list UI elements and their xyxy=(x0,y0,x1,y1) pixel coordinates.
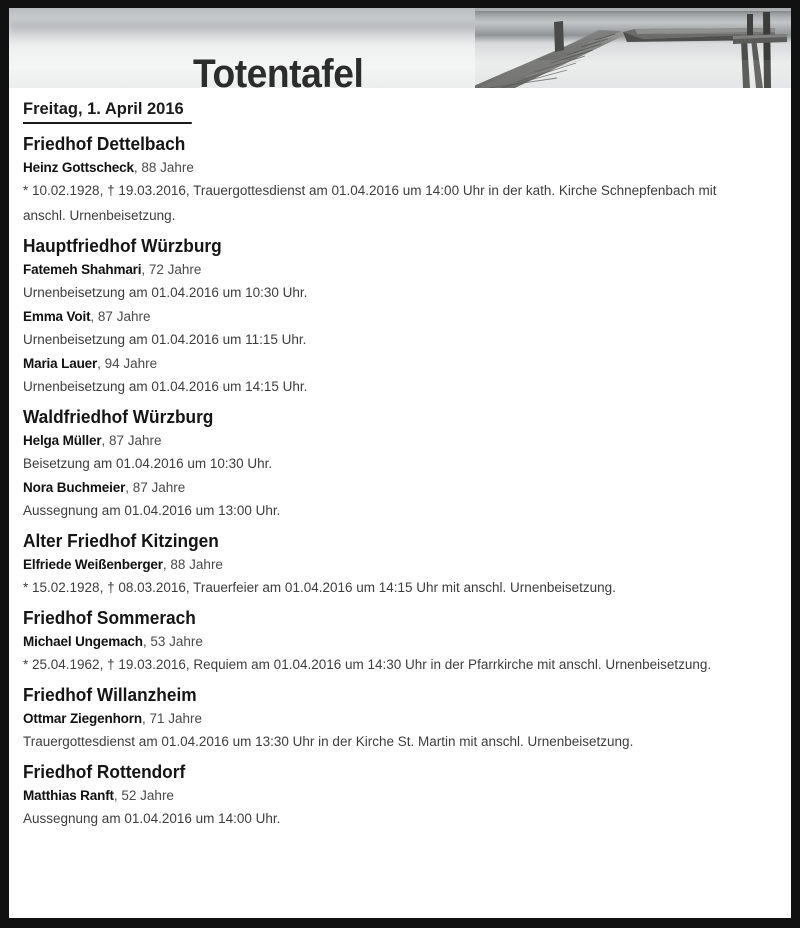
deceased-age: , 87 Jahre xyxy=(125,480,186,495)
entry-person-line xyxy=(23,554,777,575)
obituary-entry xyxy=(23,430,777,476)
date-heading-wrapper xyxy=(23,98,777,126)
entry-detail-line: Trauergottesdienst am 01.04.2016 um 13:30 Uhr in der Kirche St. Martin mit anschl. Urnenbeisetzung. xyxy=(23,734,634,749)
cemetery-section xyxy=(23,133,777,228)
obituary-entry xyxy=(23,353,777,399)
cemetery-name: Hauptfriedhof Würzburg xyxy=(23,236,222,256)
obituary-entry xyxy=(23,477,777,523)
obituary-entry xyxy=(23,631,777,677)
obituary-entry xyxy=(23,157,777,228)
deceased-name: Nora Buchmeier xyxy=(23,480,126,495)
page-banner xyxy=(9,8,791,88)
deceased-age: , 88 Jahre xyxy=(133,160,194,175)
wooden-dock-lake-photo xyxy=(475,8,791,88)
entry-person-line xyxy=(23,306,777,327)
deceased-name: Matthias Ranft xyxy=(23,788,114,803)
entry-detail-line: Aussegnung am 01.04.2016 um 13:00 Uhr. xyxy=(23,503,281,518)
entry-person-line xyxy=(23,430,777,451)
deceased-name: Maria Lauer xyxy=(23,356,98,371)
entry-person-line xyxy=(23,259,777,280)
deceased-age: , 72 Jahre xyxy=(141,262,202,277)
entry-detail-line: * 25.04.1962, † 19.03.2016, Requiem am 01.04.2016 um 14:30 Uhr in der Pfarrkirche mit anschl. Urnenbeisetzung. xyxy=(23,657,712,672)
cemetery-name: Friedhof Willanzheim xyxy=(23,685,197,705)
obituary-list xyxy=(9,88,791,918)
entry-detail-line: Urnenbeisetzung am 01.04.2016 um 10:30 Uhr. xyxy=(23,285,308,300)
deceased-age: , 94 Jahre xyxy=(97,356,158,371)
obituary-entry xyxy=(23,708,777,754)
cemetery-name: Alter Friedhof Kitzingen xyxy=(23,531,219,551)
page-sheet xyxy=(9,8,791,918)
cemetery-name: Friedhof Sommerach xyxy=(23,608,196,628)
entry-person-line xyxy=(23,631,777,652)
entry-person-line xyxy=(23,157,777,178)
cemetery-section xyxy=(23,406,777,523)
cemetery-section xyxy=(23,607,777,677)
entry-person-line xyxy=(23,785,777,806)
entry-detail-line: Beisetzung am 01.04.2016 um 10:30 Uhr. xyxy=(23,456,273,471)
entry-detail-line: * 15.02.1928, † 08.03.2016, Trauerfeier am 01.04.2016 um 14:15 Uhr mit anschl. Urnenbeisetzung. xyxy=(23,580,616,595)
deceased-name: Helga Müller xyxy=(23,433,102,448)
entry-detail-line: Urnenbeisetzung am 01.04.2016 um 14:15 Uhr. xyxy=(23,379,308,394)
cemetery-name: Waldfriedhof Würzburg xyxy=(23,407,214,427)
deceased-age: , 53 Jahre xyxy=(142,634,203,649)
entry-person-line xyxy=(23,353,777,374)
obituary-entry xyxy=(23,554,777,600)
deceased-name: Ottmar Ziegenhorn xyxy=(23,711,142,726)
cemetery-section xyxy=(23,235,777,399)
entry-detail-line: * 10.02.1928, † 19.03.2016, Trauergottesdienst am 01.04.2016 um 14:00 Uhr in der kath. Kirche Schnepfenbach mit anschl. Urnenbeisetzung. xyxy=(23,183,717,223)
deceased-age: , 71 Jahre xyxy=(141,711,203,726)
entry-detail-line: Urnenbeisetzung am 01.04.2016 um 11:15 Uhr. xyxy=(23,332,307,347)
deceased-age: , 87 Jahre xyxy=(90,309,151,324)
deceased-name: Emma Voit xyxy=(23,309,91,324)
deceased-age: , 88 Jahre xyxy=(162,557,223,572)
deceased-name: Fatemeh Shahmari xyxy=(23,262,142,277)
cemetery-section xyxy=(23,761,777,831)
cemetery-sections xyxy=(23,133,777,831)
deceased-name: Michael Ungemach xyxy=(23,634,143,649)
deceased-name: Heinz Gottscheck xyxy=(23,160,134,175)
page-title: Totentafel xyxy=(193,51,364,88)
entry-person-line xyxy=(23,477,777,498)
date-heading: Freitag, 1. April 2016 xyxy=(23,98,191,124)
cemetery-section xyxy=(23,530,777,600)
cemetery-section xyxy=(23,684,777,754)
obituary-entry xyxy=(23,259,777,305)
obituary-entry xyxy=(23,785,777,831)
deceased-age: , 87 Jahre xyxy=(101,433,162,448)
entry-person-line xyxy=(23,708,777,729)
cemetery-name: Friedhof Rottendorf xyxy=(23,762,186,782)
deceased-name: Elfriede Weißenberger xyxy=(23,557,163,572)
obituary-entry xyxy=(23,306,777,352)
entry-detail-line: Aussegnung am 01.04.2016 um 14:00 Uhr. xyxy=(23,811,281,826)
deceased-age: , 52 Jahre xyxy=(113,788,174,803)
cemetery-name: Friedhof Dettelbach xyxy=(23,134,186,154)
